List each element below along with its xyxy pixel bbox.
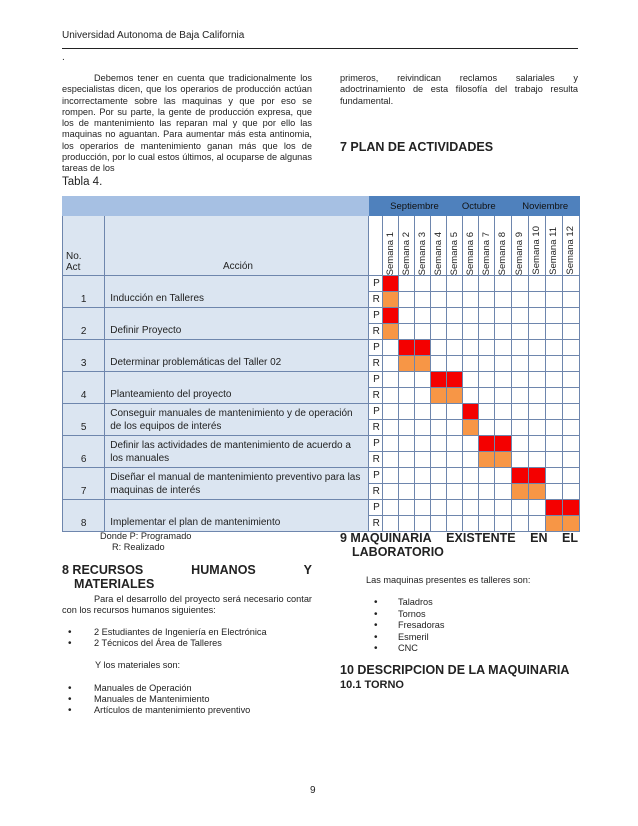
activity-number: 1 — [63, 276, 105, 308]
activity-row-programado — [63, 372, 580, 388]
gantt-cell — [447, 452, 463, 468]
gantt-cell — [479, 484, 495, 500]
gantt-cell — [431, 468, 447, 484]
gantt-cell — [414, 468, 430, 484]
page-header: Universidad Autonoma de Baja California — [62, 30, 245, 41]
gantt-cell — [479, 500, 495, 516]
gantt-cell — [398, 436, 414, 452]
section-8-title-line2: MATERIALES — [74, 577, 155, 591]
gantt-cell — [511, 452, 528, 468]
label-r: R — [368, 420, 382, 436]
week-header: Semana 2 — [398, 216, 414, 276]
gantt-cell — [463, 292, 479, 308]
activity-number: 5 — [63, 404, 105, 436]
gantt-cell — [495, 308, 511, 324]
gantt-cell — [463, 388, 479, 404]
week-header-row — [63, 216, 580, 276]
gantt-cell — [414, 292, 430, 308]
gantt-cell — [528, 276, 545, 292]
gantt-table — [62, 196, 580, 532]
gantt-cell — [479, 292, 495, 308]
gantt-cell — [545, 308, 562, 324]
gantt-bar-programado — [479, 436, 495, 452]
gantt-cell — [528, 452, 545, 468]
gantt-cell — [414, 420, 430, 436]
activity-number: 7 — [63, 468, 105, 500]
gantt-bar-programado — [495, 436, 511, 452]
activity-row-programado — [63, 468, 580, 484]
gantt-cell — [398, 452, 414, 468]
gantt-bar-realizado — [398, 356, 414, 372]
activity-name: Determinar problemáticas del Taller 02 — [105, 340, 368, 372]
section-8-intro: Para el desarrollo del proyecto será necesario contar con los recursos humanos siguientes: — [62, 594, 312, 616]
intro-paragraph-left: Debemos tener en cuenta que tradicionalmente los especialistas dicen, que los operarios de producción actúan incorrectamente sobre las maquinas y que por eso se rompen. Por su parte, la gente de producción expresa, que los de mantenimiento las reparan mal y que por ello las maquinas no aguantan. Para aumentar más esta antinomia, los operarios de mantenimiento ganan más que los de producción, por lo cual estos últimos, al ocuparse de algunas tareas de los — [62, 73, 312, 174]
gantt-cell — [479, 324, 495, 340]
section-8-title — [62, 563, 312, 591]
gantt-cell — [431, 500, 447, 516]
activity-row-programado — [63, 436, 580, 452]
gantt-cell — [431, 484, 447, 500]
gantt-bar-programado — [447, 372, 463, 388]
gantt-bar-programado — [414, 340, 430, 356]
label-r: R — [368, 452, 382, 468]
gantt-bar-programado — [463, 404, 479, 420]
gantt-cell — [463, 340, 479, 356]
activity-row-programado — [63, 500, 580, 516]
list-item: • Manuales de Mantenimiento — [62, 694, 322, 705]
list-item: • Manuales de Operación — [62, 683, 322, 694]
gantt-cell — [479, 388, 495, 404]
gantt-cell — [414, 372, 430, 388]
gantt-cell — [382, 452, 398, 468]
gantt-cell — [545, 468, 562, 484]
gantt-cell — [479, 516, 495, 532]
gantt-cell — [495, 324, 511, 340]
gantt-cell — [382, 388, 398, 404]
gantt-cell — [511, 388, 528, 404]
gantt-cell — [431, 420, 447, 436]
gantt-cell — [398, 484, 414, 500]
list-item: • CNC — [330, 643, 570, 655]
materials-intro: Y los materiales son: — [95, 660, 181, 670]
week-header: Semana 8 — [495, 216, 511, 276]
gantt-cell — [398, 292, 414, 308]
section-9-title-line1: 9 MAQUINARIA EXISTENTE EN EL — [340, 531, 578, 545]
gantt-cell — [479, 420, 495, 436]
gantt-cell — [382, 516, 398, 532]
activity-name: Inducción en Talleres — [105, 276, 368, 308]
gantt-bar-realizado — [562, 516, 579, 532]
gantt-cell — [431, 276, 447, 292]
month-octubre: Octubre — [447, 197, 511, 216]
gantt-cell — [495, 356, 511, 372]
month-noviembre: Noviembre — [511, 197, 580, 216]
gantt-cell — [398, 404, 414, 420]
list-item: • Tornos — [330, 609, 570, 621]
gantt-cell — [431, 324, 447, 340]
gantt-cell — [545, 340, 562, 356]
activity-row-programado — [63, 308, 580, 324]
gantt-cell — [545, 356, 562, 372]
gantt-cell — [511, 372, 528, 388]
section-9-intro: Las maquinas presentes es talleres son: — [366, 575, 531, 585]
gantt-cell — [447, 484, 463, 500]
gantt-bar-realizado — [511, 484, 528, 500]
activity-number: 2 — [63, 308, 105, 340]
gantt-cell — [528, 388, 545, 404]
label-r: R — [368, 388, 382, 404]
week-header: Semana 10 — [528, 216, 545, 276]
gantt-cell — [545, 324, 562, 340]
gantt-cell — [414, 500, 430, 516]
gantt-cell — [562, 356, 579, 372]
legend-programado: Donde P: Programado — [100, 531, 192, 541]
gantt-cell — [431, 292, 447, 308]
gantt-cell — [545, 420, 562, 436]
activity-row-programado — [63, 404, 580, 420]
gantt-bar-programado — [528, 468, 545, 484]
gantt-cell — [382, 484, 398, 500]
gantt-bar-realizado — [382, 292, 398, 308]
column-header-no-act: No. Act — [63, 216, 105, 276]
label-r: R — [368, 356, 382, 372]
gantt-cell — [511, 404, 528, 420]
label-p: P — [368, 436, 382, 452]
gantt-cell — [562, 292, 579, 308]
gantt-cell — [414, 324, 430, 340]
activity-number: 6 — [63, 436, 105, 468]
column-header-pr — [368, 216, 382, 276]
gantt-cell — [382, 500, 398, 516]
gantt-cell — [382, 420, 398, 436]
gantt-cell — [463, 436, 479, 452]
activity-number: 8 — [63, 500, 105, 532]
gantt-bar-realizado — [463, 420, 479, 436]
gantt-cell — [511, 292, 528, 308]
week-header: Semana 4 — [431, 216, 447, 276]
gantt-cell — [562, 404, 579, 420]
gantt-cell — [495, 500, 511, 516]
gantt-cell — [398, 276, 414, 292]
gantt-bar-programado — [511, 468, 528, 484]
materials-list — [62, 683, 322, 717]
gantt-bar-realizado — [545, 516, 562, 532]
gantt-cell — [495, 516, 511, 532]
activity-name: Planteamiento del proyecto — [105, 372, 368, 404]
gantt-cell — [511, 420, 528, 436]
gantt-cell — [528, 292, 545, 308]
legend — [100, 531, 191, 553]
week-header: Semana 7 — [479, 216, 495, 276]
gantt-cell — [414, 436, 430, 452]
gantt-cell — [463, 468, 479, 484]
header-divider — [62, 48, 578, 49]
gantt-cell — [398, 500, 414, 516]
gantt-cell — [431, 516, 447, 532]
gantt-cell — [511, 436, 528, 452]
label-r: R — [368, 292, 382, 308]
gantt-bar-realizado — [528, 484, 545, 500]
gantt-cell — [447, 276, 463, 292]
gantt-cell — [479, 356, 495, 372]
gantt-cell — [431, 404, 447, 420]
gantt-bar-realizado — [495, 452, 511, 468]
gantt-bar-programado — [398, 340, 414, 356]
gantt-cell — [495, 292, 511, 308]
gantt-cell — [398, 388, 414, 404]
gantt-cell — [463, 484, 479, 500]
gantt-cell — [545, 404, 562, 420]
gantt-cell — [463, 308, 479, 324]
gantt-bar-realizado — [414, 356, 430, 372]
month-header-blank — [105, 197, 368, 216]
week-header: Semana 11 — [545, 216, 562, 276]
gantt-cell — [398, 308, 414, 324]
gantt-cell — [528, 356, 545, 372]
list-item: • Artículos de mantenimiento preventivo — [62, 705, 322, 716]
activity-row-programado — [63, 276, 580, 292]
label-p: P — [368, 340, 382, 356]
gantt-cell — [447, 356, 463, 372]
gantt-cell — [431, 340, 447, 356]
gantt-cell — [528, 308, 545, 324]
legend-realizado: R: Realizado — [112, 542, 165, 552]
label-r: R — [368, 324, 382, 340]
gantt-cell — [463, 452, 479, 468]
gantt-cell — [414, 276, 430, 292]
gantt-cell — [511, 500, 528, 516]
gantt-bar-programado — [431, 372, 447, 388]
gantt-cell — [528, 436, 545, 452]
section-9-title-line2: LABORATORIO — [352, 545, 444, 559]
gantt-bar-programado — [545, 500, 562, 516]
gantt-cell — [382, 372, 398, 388]
gantt-cell — [398, 516, 414, 532]
gantt-cell — [463, 500, 479, 516]
gantt-cell — [562, 452, 579, 468]
week-header: Semana 5 — [447, 216, 463, 276]
list-item: • Fresadoras — [330, 620, 570, 632]
gantt-cell — [528, 372, 545, 388]
activity-name: Conseguir manuales de mantenimiento y de operación de los equipos de interés — [105, 404, 368, 436]
gantt-cell — [463, 372, 479, 388]
gantt-cell — [495, 404, 511, 420]
header-dot: . — [62, 52, 65, 63]
gantt-cell — [398, 324, 414, 340]
gantt-cell — [479, 308, 495, 324]
gantt-cell — [479, 404, 495, 420]
gantt-cell — [545, 452, 562, 468]
gantt-cell — [495, 276, 511, 292]
gantt-cell — [414, 484, 430, 500]
gantt-cell — [479, 372, 495, 388]
gantt-cell — [431, 452, 447, 468]
gantt-cell — [545, 436, 562, 452]
gantt-cell — [511, 516, 528, 532]
month-header-blank — [63, 197, 105, 216]
gantt-cell — [479, 276, 495, 292]
gantt-cell — [463, 276, 479, 292]
gantt-cell — [545, 484, 562, 500]
list-item: • Taladros — [330, 597, 570, 609]
page-number: 9 — [310, 785, 316, 796]
gantt-cell — [414, 404, 430, 420]
gantt-cell — [528, 404, 545, 420]
gantt-cell — [495, 468, 511, 484]
gantt-cell — [447, 308, 463, 324]
gantt-cell — [447, 468, 463, 484]
gantt-cell — [382, 436, 398, 452]
activity-name: Diseñar el manual de mantenimiento preventivo para las maquinas de interés — [105, 468, 368, 500]
table-caption: Tabla 4. — [62, 176, 103, 188]
gantt-cell — [562, 324, 579, 340]
gantt-cell — [511, 356, 528, 372]
gantt-cell — [479, 468, 495, 484]
activity-number: 3 — [63, 340, 105, 372]
gantt-cell — [447, 500, 463, 516]
gantt-cell — [511, 308, 528, 324]
section-9-title — [340, 531, 578, 559]
activity-name: Implementar el plan de mantenimiento — [105, 500, 368, 532]
month-header-blank — [368, 197, 382, 216]
gantt-cell — [447, 292, 463, 308]
gantt-cell — [528, 340, 545, 356]
gantt-cell — [511, 324, 528, 340]
human-resources-list — [62, 627, 322, 649]
gantt-cell — [447, 516, 463, 532]
week-header: Semana 3 — [414, 216, 430, 276]
gantt-bar-programado — [382, 308, 398, 324]
list-item: • Esmeril — [330, 632, 570, 644]
label-p: P — [368, 308, 382, 324]
gantt-cell — [562, 340, 579, 356]
label-p: P — [368, 276, 382, 292]
gantt-cell — [382, 340, 398, 356]
gantt-cell — [495, 484, 511, 500]
gantt-cell — [562, 468, 579, 484]
gantt-cell — [382, 404, 398, 420]
gantt-cell — [382, 468, 398, 484]
gantt-cell — [495, 420, 511, 436]
gantt-cell — [414, 516, 430, 532]
gantt-cell — [495, 372, 511, 388]
gantt-bar-realizado — [431, 388, 447, 404]
gantt-bar-programado — [562, 500, 579, 516]
month-septiembre: Septiembre — [382, 197, 446, 216]
section-10-subtitle: 10.1 TORNO — [340, 679, 404, 691]
gantt-cell — [447, 436, 463, 452]
gantt-bar-realizado — [382, 324, 398, 340]
gantt-cell — [398, 372, 414, 388]
gantt-cell — [495, 388, 511, 404]
week-header: Semana 12 — [562, 216, 579, 276]
gantt-cell — [431, 308, 447, 324]
gantt-cell — [414, 452, 430, 468]
week-header: Semana 9 — [511, 216, 528, 276]
gantt-cell — [431, 436, 447, 452]
gantt-cell — [528, 516, 545, 532]
gantt-cell — [545, 372, 562, 388]
gantt-cell — [528, 420, 545, 436]
activity-name: Definir las actividades de mantenimiento de acuerdo a los manuales — [105, 436, 368, 468]
week-header: Semana 1 — [382, 216, 398, 276]
activity-name: Definir Proyecto — [105, 308, 368, 340]
machinery-list — [330, 597, 570, 655]
gantt-cell — [479, 340, 495, 356]
gantt-cell — [463, 324, 479, 340]
gantt-cell — [545, 388, 562, 404]
gantt-cell — [463, 356, 479, 372]
gantt-cell — [511, 276, 528, 292]
gantt-cell — [398, 468, 414, 484]
gantt-cell — [562, 276, 579, 292]
gantt-cell — [463, 516, 479, 532]
gantt-cell — [545, 292, 562, 308]
intro-paragraph-right: primeros, reivindican reclamos salariales y adoctrinamiento de esta filosofía del trabajo resulta fundamental. — [340, 73, 578, 106]
gantt-cell — [447, 404, 463, 420]
gantt-cell — [398, 420, 414, 436]
gantt-cell — [495, 340, 511, 356]
list-item: • 2 Estudiantes de Ingeniería en Electrónica — [62, 627, 322, 638]
gantt-cell — [414, 308, 430, 324]
gantt-cell — [382, 356, 398, 372]
label-r: R — [368, 516, 382, 532]
gantt-cell — [414, 388, 430, 404]
label-r: R — [368, 484, 382, 500]
gantt-bar-programado — [382, 276, 398, 292]
section-8-title-line1: 8 RECURSOS HUMANOS Y — [62, 563, 312, 577]
section-10-title: 10 DESCRIPCION DE LA MAQUINARIA — [340, 663, 570, 677]
gantt-cell — [562, 308, 579, 324]
activity-row-programado — [63, 340, 580, 356]
gantt-cell — [511, 340, 528, 356]
gantt-cell — [562, 372, 579, 388]
gantt-bar-realizado — [447, 388, 463, 404]
gantt-cell — [562, 436, 579, 452]
activity-number: 4 — [63, 372, 105, 404]
label-p: P — [368, 372, 382, 388]
gantt-cell — [528, 324, 545, 340]
gantt-cell — [545, 276, 562, 292]
gantt-cell — [528, 500, 545, 516]
gantt-cell — [562, 388, 579, 404]
gantt-cell — [447, 340, 463, 356]
label-p: P — [368, 500, 382, 516]
week-header: Semana 6 — [463, 216, 479, 276]
gantt-cell — [562, 484, 579, 500]
gantt-cell — [431, 356, 447, 372]
gantt-bar-realizado — [479, 452, 495, 468]
label-p: P — [368, 468, 382, 484]
gantt-cell — [447, 420, 463, 436]
gantt-cell — [562, 420, 579, 436]
list-item: • 2 Técnicos del Área de Talleres — [62, 638, 322, 649]
column-header-accion: Acción — [105, 216, 368, 276]
label-p: P — [368, 404, 382, 420]
month-header-row — [63, 197, 580, 216]
gantt-cell — [447, 324, 463, 340]
section-7-title: 7 PLAN DE ACTIVIDADES — [340, 140, 494, 154]
